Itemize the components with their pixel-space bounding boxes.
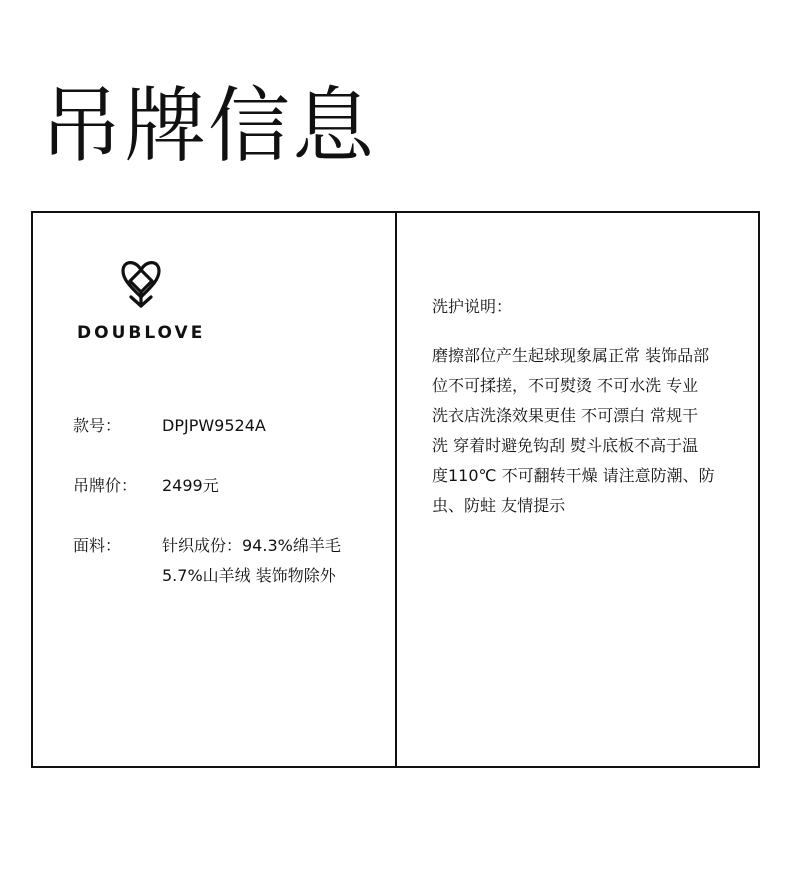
fabric-line: 5.7%山羊绒 装饰物除外 xyxy=(162,566,336,585)
style-number-label: 款号： xyxy=(73,416,122,435)
fabric-label: 面料： xyxy=(73,536,122,555)
price-text: 2499元 xyxy=(162,476,219,495)
price-value xyxy=(162,471,372,501)
fabric-line: 针织成份：94.3%绵羊毛 xyxy=(162,536,341,555)
tag-info-panel xyxy=(33,213,397,766)
brand-name: DOUBLOVE xyxy=(77,323,206,343)
care-line: 度110℃ 不可翻转干燥 请注意防潮、防 xyxy=(432,466,715,485)
care-heading: 洗护说明： xyxy=(432,297,513,316)
style-number-value xyxy=(162,411,372,441)
fabric-value xyxy=(162,531,372,591)
care-line: 位不可揉搓，不可熨烫 不可水洗 专业 xyxy=(432,376,699,395)
care-line: 磨擦部位产生起球现象属正常 装饰品部 xyxy=(432,346,710,365)
care-line: 洗 穿着时避免钩刮 熨斗底板不高于温 xyxy=(432,436,699,455)
care-line: 洗衣店洗涤效果更佳 不可漂白 常规干 xyxy=(432,406,699,425)
page-title: 吊牌信息 xyxy=(40,79,377,174)
hang-tag-card xyxy=(31,211,760,768)
care-line: 虫、防蛀 友情提示 xyxy=(432,496,566,515)
heart-lattice-icon xyxy=(119,257,163,309)
style-number-text: DPJPW9524A xyxy=(162,416,266,435)
care-text xyxy=(432,341,742,521)
price-label: 吊牌价： xyxy=(73,476,138,495)
care-instructions-panel xyxy=(397,213,758,766)
